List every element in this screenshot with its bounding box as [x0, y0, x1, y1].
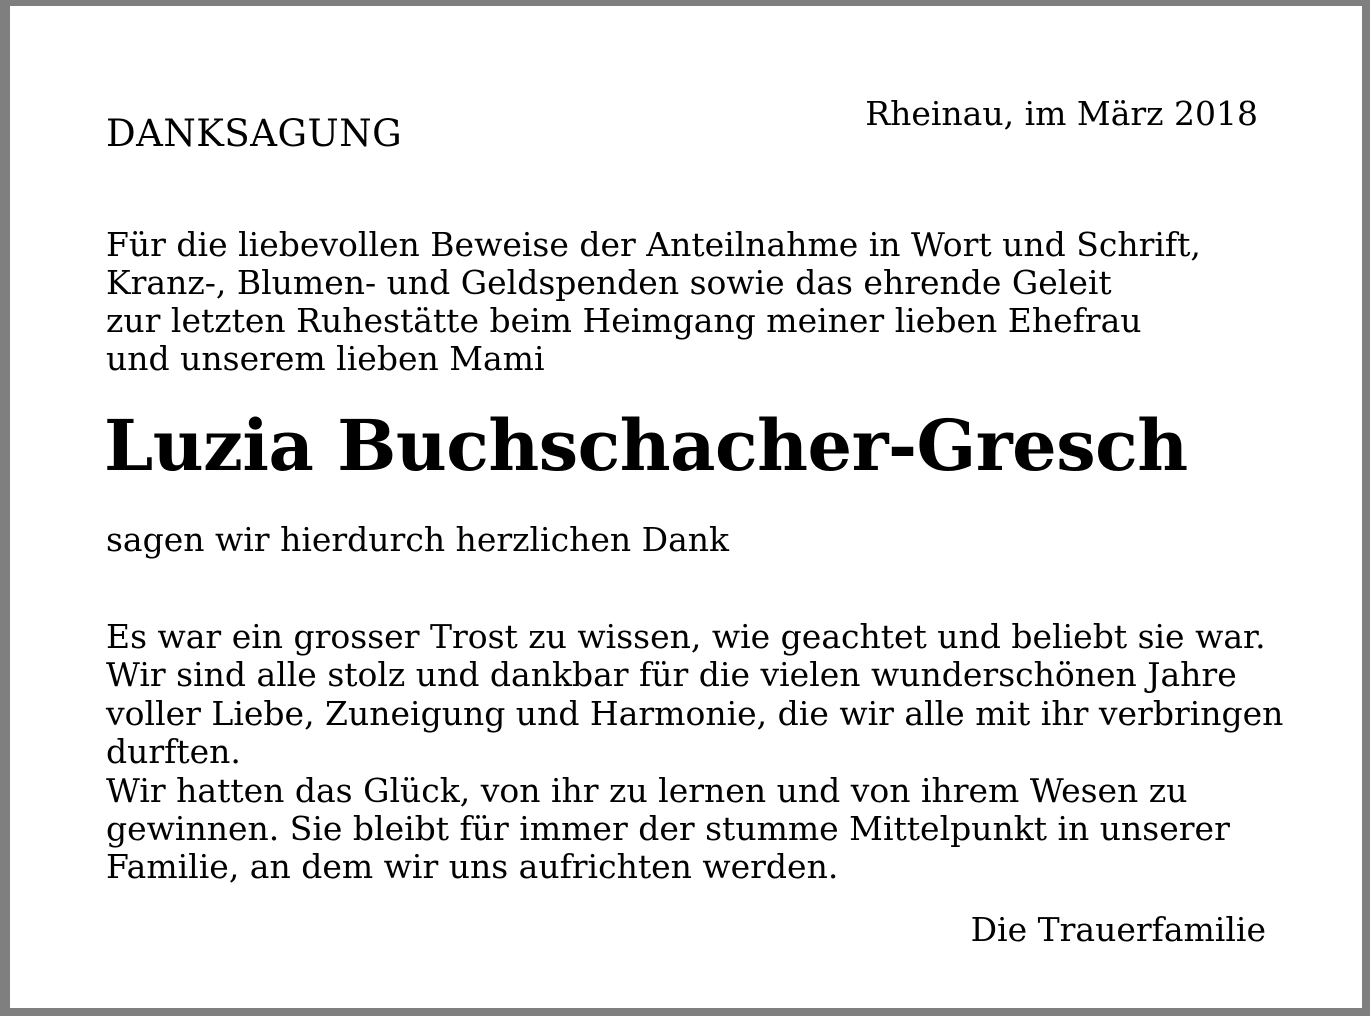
body-line: voller Liebe, Zuneigung und Harmonie, die wir alle mit ihr verbringen [106, 693, 1284, 733]
intro-line: Für die liebevollen Beweise der Anteilnahme in Wort und Schrift, [106, 225, 1201, 264]
body-line: durften. [106, 732, 241, 772]
body-line: Familie, an dem wir uns aufrichten werden. [106, 847, 839, 887]
intro-line: zur letzten Ruhestätte beim Heimgang meiner lieben Ehefrau [106, 301, 1142, 340]
notice-heading: DANKSAGUNG [106, 112, 403, 155]
body-line: Wir sind alle stolz und dankbar für die vielen wunderschönen Jahre [106, 655, 1237, 695]
body-line: Es war ein grosser Trost zu wissen, wie geachtet und beliebt sie war. [106, 617, 1266, 656]
intro-paragraph [106, 226, 1201, 378]
deceased-name: Luzia Buchschacher-Gresch [104, 404, 1188, 487]
intro-line: und unserem lieben Mami [106, 339, 545, 378]
body-line: Wir hatten das Glück, von ihr zu lernen und von ihrem Wesen zu [106, 770, 1188, 810]
intro-line: Kranz-, Blumen- und Geldspenden sowie das ehrende Geleit [106, 263, 1112, 302]
body-paragraph [106, 618, 1283, 887]
dateline: Rheinau, im März 2018 [865, 94, 1258, 133]
signature: Die Trauerfamilie [970, 910, 1266, 949]
body-line: gewinnen. Sie bleibt für immer der stumme Mittelpunkt in unserer [106, 809, 1230, 849]
thanks-line: sagen wir hierdurch herzlichen Dank [106, 520, 730, 559]
